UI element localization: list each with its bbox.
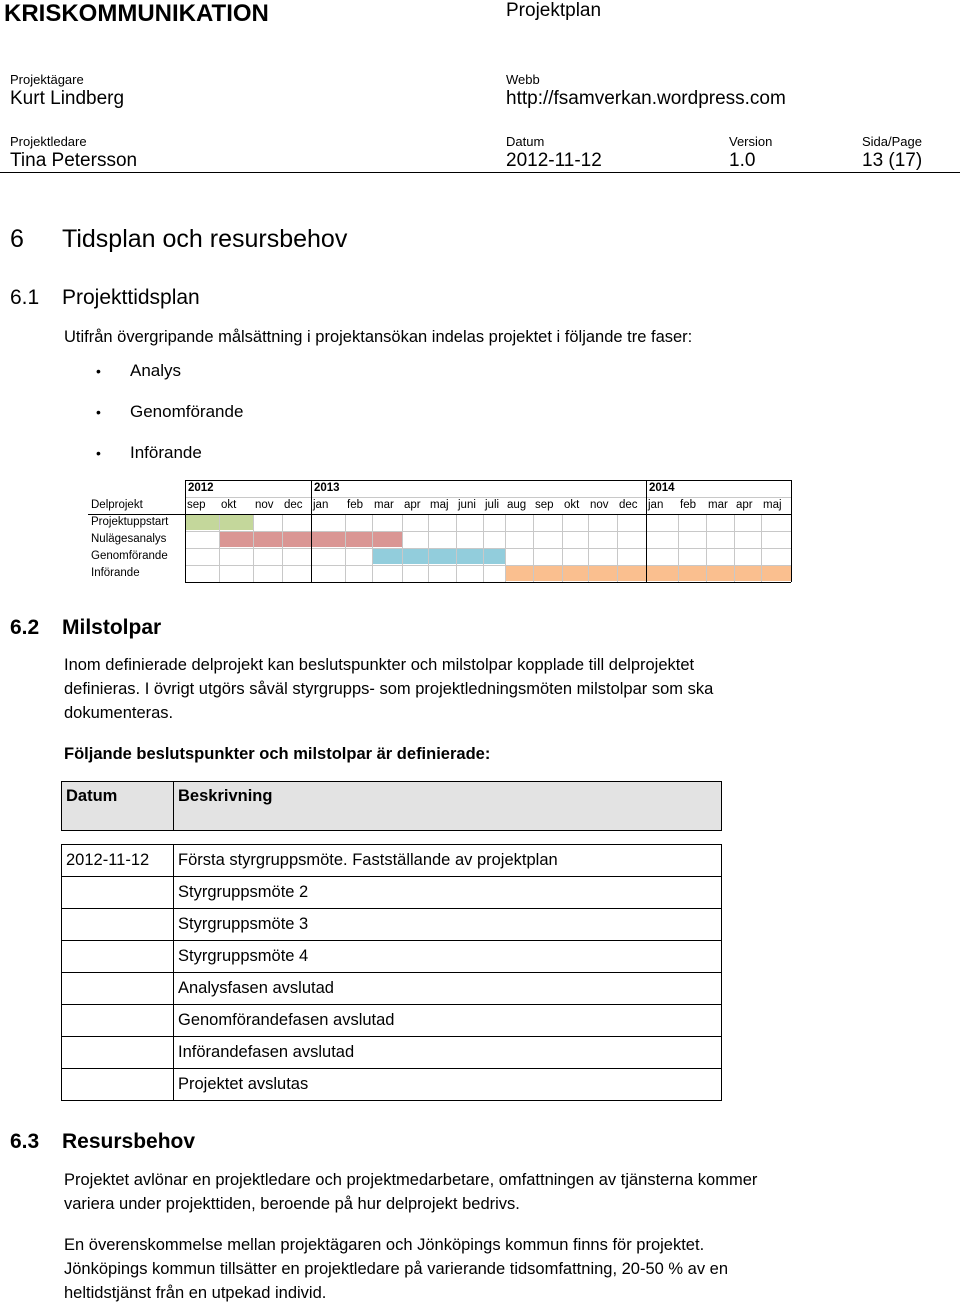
table-row xyxy=(62,973,722,1005)
table-cell-date: 2012-11-12 xyxy=(62,845,174,877)
section-61-intro: Utifrån övergripande målsättning i projektansökan indelas projektet i följande tre faser: xyxy=(64,328,693,346)
gantt-month-label: juni xyxy=(458,499,476,511)
gantt-month-label: jan xyxy=(648,499,664,511)
table-cell-date xyxy=(62,1005,174,1037)
gantt-month-label: jan xyxy=(313,499,329,511)
paragraph-line: Inom definierade delprojekt kan beslutspunkter och milstolpar kopplade till delprojektet xyxy=(64,656,695,674)
table-header-date: Datum xyxy=(62,782,174,831)
gantt-month-label: feb xyxy=(680,499,696,511)
table-header-description: Beskrivning xyxy=(174,782,722,831)
section-62-heading xyxy=(10,616,161,640)
paragraph-line: dokumenteras. xyxy=(64,704,174,722)
table-cell-description: Styrgruppsmöte 4 xyxy=(174,941,722,973)
table-row xyxy=(62,909,722,941)
gantt-year-label: 2013 xyxy=(314,482,340,494)
section-61-number: 6.1 xyxy=(10,286,40,309)
table-cell-description: Styrgruppsmöte 2 xyxy=(174,877,722,909)
table-cell-date xyxy=(62,973,174,1005)
milestones-table xyxy=(61,781,722,1101)
gantt-month-label: nov xyxy=(255,499,274,511)
gantt-month-label: mar xyxy=(374,499,394,511)
gantt-month-label: sep xyxy=(187,499,206,511)
gantt-row-label: Genomförande xyxy=(91,550,168,562)
paragraph-line: En överenskommelse mellan projektägaren och Jönköpings kommun finns för projektet. xyxy=(64,1236,705,1254)
gantt-gridline xyxy=(185,548,791,549)
phase-item xyxy=(96,443,202,463)
table-cell-description: Projektet avslutas xyxy=(174,1069,722,1101)
section-6-number: 6 xyxy=(10,225,24,253)
page-label: Sida/Page xyxy=(862,134,922,149)
phase-label: Genomförande xyxy=(130,402,244,421)
gantt-row-label: Införande xyxy=(91,567,140,579)
table-cell-description: Första styrgruppsmöte. Fastställande av projektplan xyxy=(174,845,722,877)
bullet-icon: • xyxy=(96,363,101,379)
gantt-row-label: Nulägesanalys xyxy=(91,533,167,545)
phase-item xyxy=(96,361,181,381)
gantt-border xyxy=(646,480,647,582)
table-cell-date xyxy=(62,1037,174,1069)
gantt-month-label: mar xyxy=(708,499,728,511)
table-cell-description: Styrgruppsmöte 3 xyxy=(174,909,722,941)
document-type: Projektplan xyxy=(506,0,602,21)
gantt-month-label: dec xyxy=(284,499,303,511)
gantt-gridline xyxy=(185,565,791,566)
gantt-year-label: 2012 xyxy=(188,482,214,494)
table-row xyxy=(62,877,722,909)
section-63-title: Resursbehov xyxy=(62,1130,196,1153)
table-cell-description: Genomförandefasen avslutad xyxy=(174,1005,722,1037)
table-spacer xyxy=(62,831,722,845)
table-cell-date xyxy=(62,941,174,973)
gantt-month-label: apr xyxy=(404,499,421,511)
table-row xyxy=(62,1069,722,1101)
bullet-icon: • xyxy=(96,445,101,461)
gantt-bar xyxy=(372,549,505,564)
gantt-border xyxy=(311,480,312,582)
table-cell-date xyxy=(62,909,174,941)
gantt-month-label: juli xyxy=(485,499,500,511)
table-cell-description: Införandefasen avslutad xyxy=(174,1037,722,1069)
section-63-number: 6.3 xyxy=(10,1130,40,1153)
section-62-number: 6.2 xyxy=(10,616,40,639)
bullet-icon: • xyxy=(96,404,101,420)
version-label: Version xyxy=(729,134,773,149)
gantt-bar xyxy=(505,566,791,581)
gantt-border xyxy=(185,480,186,582)
section-63-paragraph-2 xyxy=(64,1233,864,1305)
gantt-month-label: apr xyxy=(736,499,753,511)
gantt-border xyxy=(88,514,791,515)
paragraph-line: variera under projekttiden, beroende på hur delprojekt bedrivs. xyxy=(64,1195,520,1213)
paragraph-line: definieras. I övrigt utgörs såväl styrgrupps- som projektledningsmöten milstolpar som ska xyxy=(64,680,714,698)
paragraph-line: Projektet avlönar en projektledare och projektmedarbetare, omfattningen av tjänsterna kommer xyxy=(64,1171,758,1189)
gantt-border xyxy=(791,480,792,582)
phase-label: Analys xyxy=(130,361,182,380)
gantt-month-label: okt xyxy=(221,499,237,511)
table-cell-description: Analysfasen avslutad xyxy=(174,973,722,1005)
web-label: Webb xyxy=(506,72,540,87)
section-63-heading xyxy=(10,1130,195,1154)
gantt-month-label: maj xyxy=(763,499,782,511)
table-cell-date xyxy=(62,877,174,909)
owner-label: Projektägare xyxy=(10,72,84,87)
milestones-lead: Följande beslutspunkter och milstolpar är definierade: xyxy=(64,745,491,763)
section-63-paragraph-1 xyxy=(64,1168,864,1216)
owner-name: Kurt Lindberg xyxy=(10,88,125,109)
phase-item xyxy=(96,402,243,422)
gantt-month-label: okt xyxy=(564,499,580,511)
version-value: 1.0 xyxy=(729,150,756,171)
table-row xyxy=(62,1037,722,1069)
table-header-row xyxy=(62,782,722,831)
phase-label: Införande xyxy=(130,443,202,462)
gantt-header-label: Delprojekt xyxy=(91,499,143,511)
paragraph-line: heltidstjänst från en utpekad individ. xyxy=(64,1284,327,1302)
table-row xyxy=(62,941,722,973)
section-61-title: Projekttidsplan xyxy=(62,286,200,309)
gantt-gridline xyxy=(185,531,791,532)
gantt-border xyxy=(185,497,791,498)
gantt-year-label: 2014 xyxy=(649,482,675,494)
header-rule xyxy=(0,172,960,173)
date-value: 2012-11-12 xyxy=(506,150,602,171)
gantt-border xyxy=(185,480,791,481)
section-62-paragraph xyxy=(64,653,864,725)
leader-label: Projektledare xyxy=(10,134,87,149)
section-6-title: Tidsplan och resursbehov xyxy=(62,225,348,253)
date-label: Datum xyxy=(506,134,545,149)
gantt-month-label: dec xyxy=(619,499,638,511)
section-62-title: Milstolpar xyxy=(62,616,162,639)
gantt-month-label: aug xyxy=(507,499,527,511)
gantt-border xyxy=(185,582,791,583)
gantt-month-label: nov xyxy=(590,499,609,511)
gantt-month-label: feb xyxy=(347,499,363,511)
table-row xyxy=(62,1005,722,1037)
table-row xyxy=(62,845,722,877)
page-number: 13 (17) xyxy=(862,150,923,171)
org-name: KRISKOMMUNIKATION xyxy=(4,0,269,27)
gantt-month-label: maj xyxy=(430,499,449,511)
gantt-row-label: Projektuppstart xyxy=(91,516,169,528)
section-6-heading xyxy=(10,225,347,254)
leader-name: Tina Petersson xyxy=(10,150,138,171)
gantt-month-label: sep xyxy=(535,499,554,511)
web-url[interactable]: http://fsamverkan.wordpress.com xyxy=(506,88,786,109)
section-61-heading xyxy=(10,286,200,310)
table-cell-date xyxy=(62,1069,174,1101)
paragraph-line: Jönköpings kommun tillsätter en projektledare på varierande tidsomfattning, 20-50 % av en xyxy=(64,1260,729,1278)
